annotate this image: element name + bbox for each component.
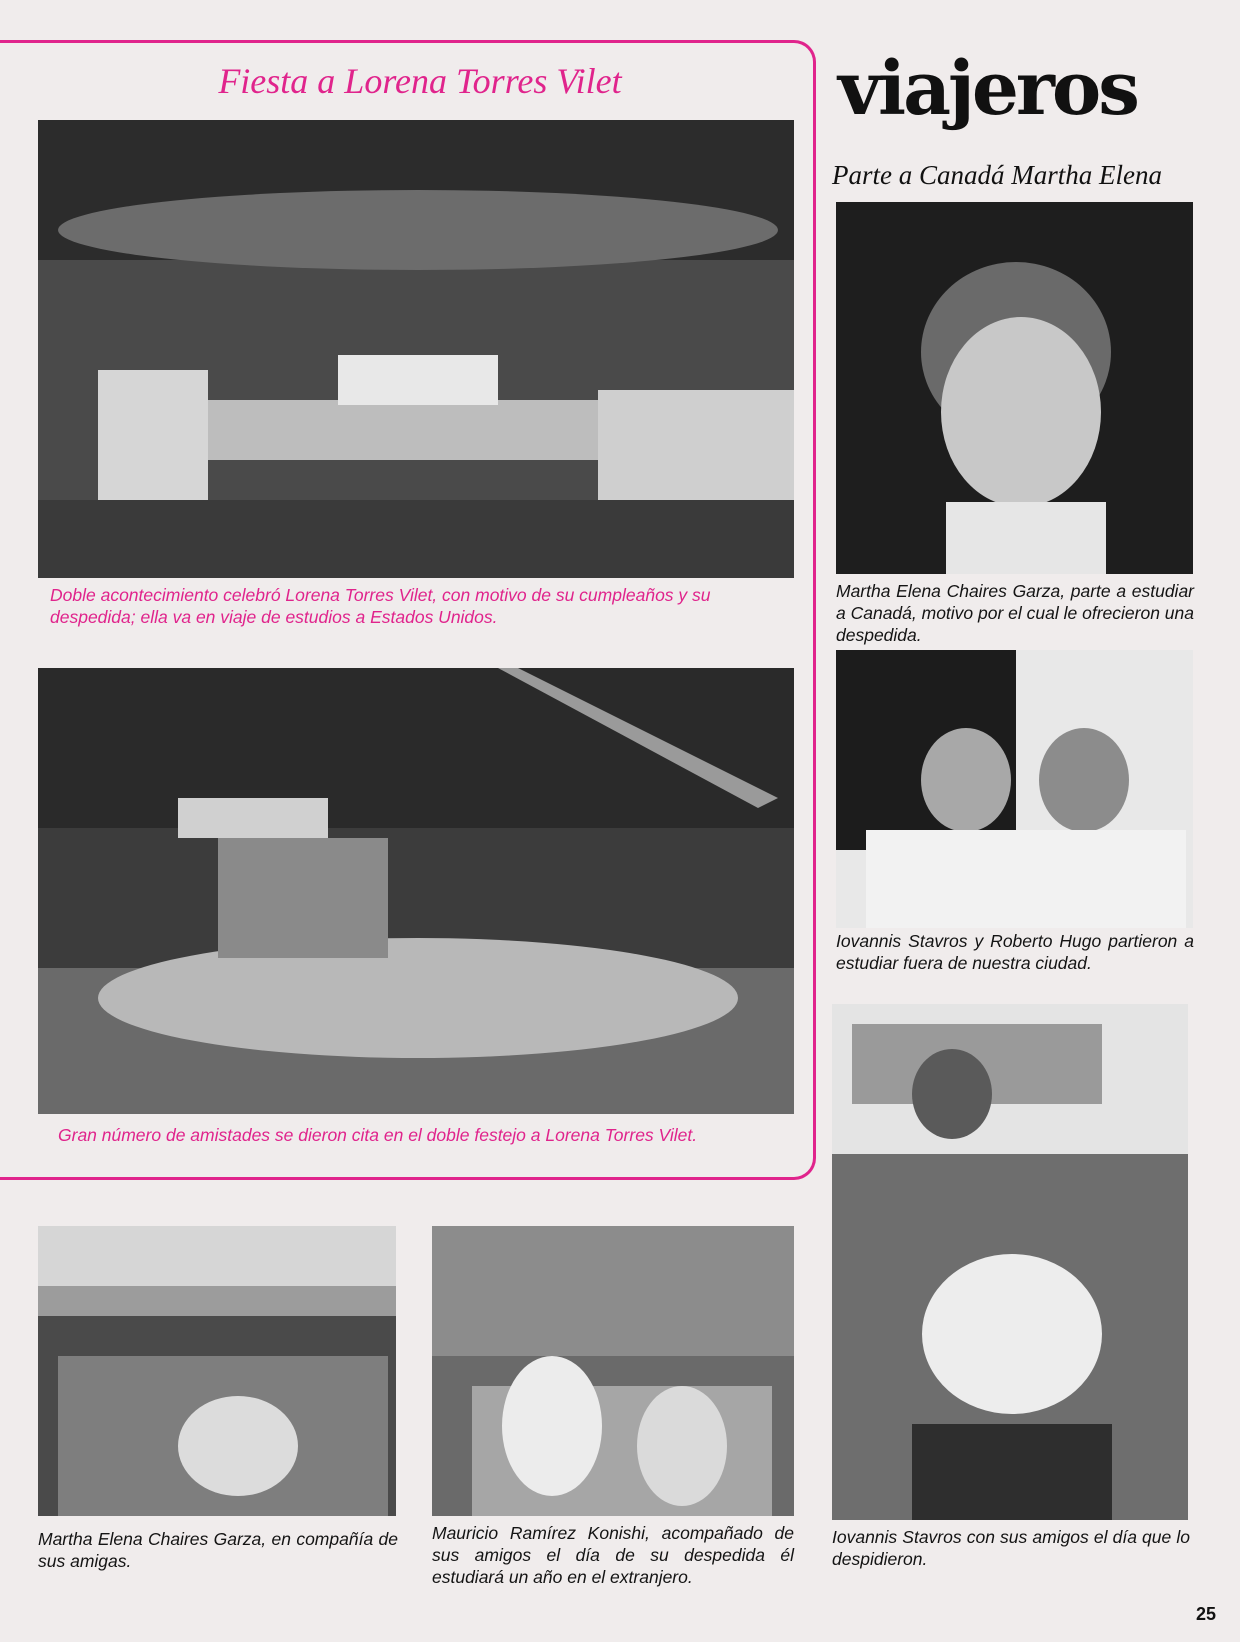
girls-group-caption: Martha Elena Chaires Garza, en compañía de sus amigas.	[38, 1529, 398, 1571]
section-title: viajeros	[838, 46, 1137, 132]
feature-title: Fiesta a Lorena Torres Vilet	[218, 61, 622, 101]
mauricio-group-photo	[432, 1226, 794, 1516]
garden-group-caption: Gran número de amistades se dieron cita en el doble festejo a Lorena Torres Vilet.	[58, 1125, 698, 1145]
section-subtitle: Parte a Canadá Martha Elena	[832, 160, 1162, 190]
portrait-caption: Martha Elena Chaires Garza, parte a estudiar a Canadá, motivo por el cual le ofrecieron una despedida.	[836, 581, 1194, 645]
girls-group-photo	[38, 1226, 396, 1516]
party-table-photo	[38, 120, 794, 578]
party-table-caption: Doble acontecimiento celebró Lorena Torres Vilet, con motivo de su cumpleaños y su despedida; ella va en viaje de estudios a Estados Unidos.	[50, 585, 711, 627]
mauricio-group-caption: Mauricio Ramírez Konishi, acompañado de sus amigos el día de su despedida él estudiará un año en el extranjero.	[432, 1523, 794, 1587]
stavros-friends-photo	[832, 1004, 1188, 1520]
stavros-friends-caption: Iovannis Stavros con sus amigos el día que lo despidieron.	[832, 1527, 1190, 1569]
page-number: 25	[1195, 1604, 1216, 1624]
two-boys-photo	[836, 650, 1193, 928]
garden-group-photo	[38, 668, 794, 1114]
two-boys-caption: Iovannis Stavros y Roberto Hugo partieron a estudiar fuera de nuestra ciudad.	[836, 931, 1194, 973]
martha-portrait-photo	[836, 202, 1193, 574]
